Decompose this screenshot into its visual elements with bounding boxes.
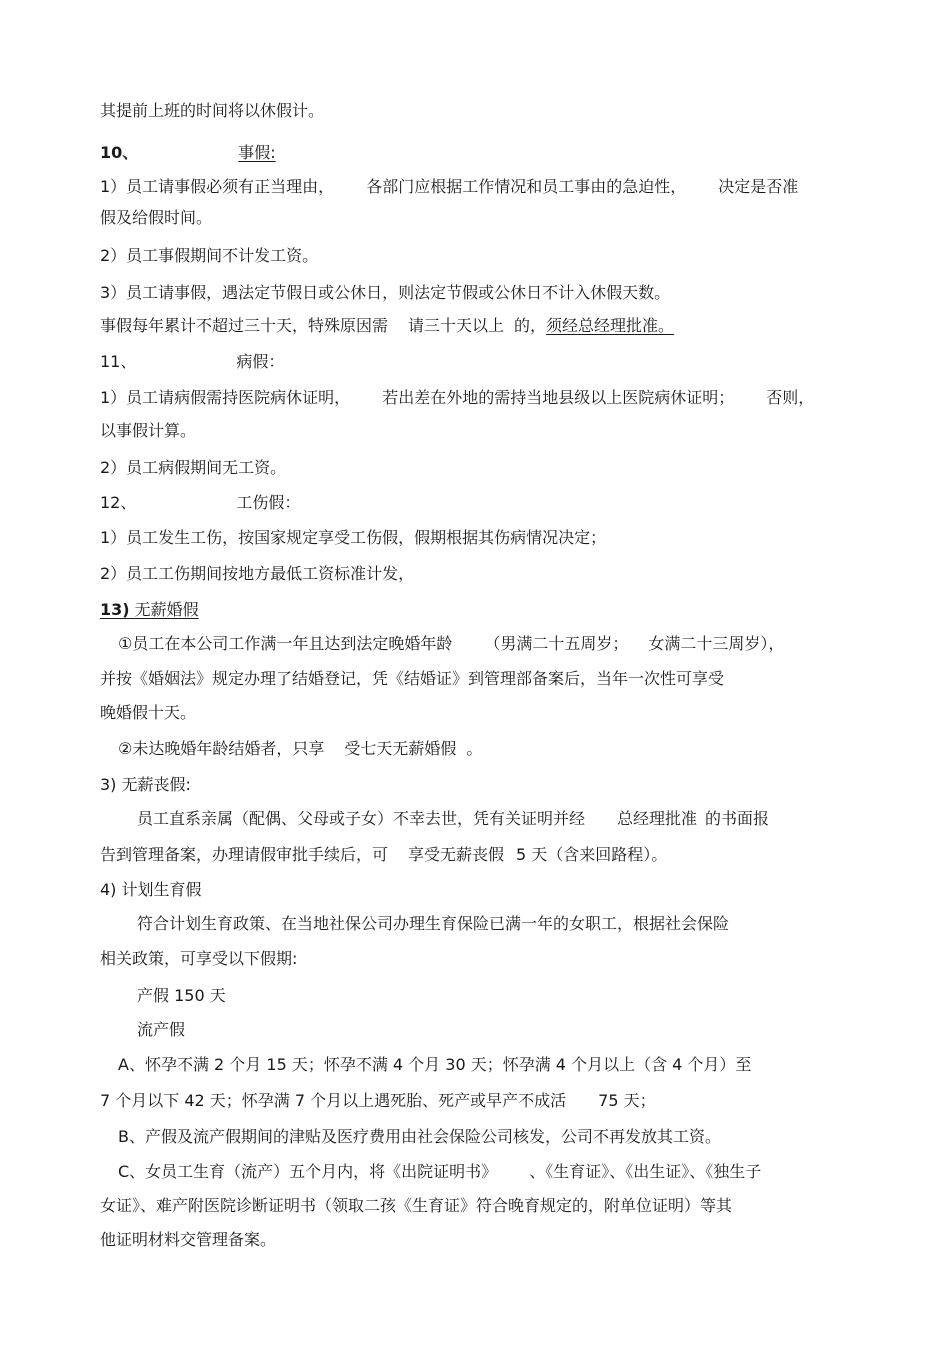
text: 7 个月以下 42 天；怀孕满 7 个月以上遇死胎、死产或早产不成活 (100, 1091, 567, 1110)
text: ②未达晚婚年龄结婚者，只享 (118, 739, 325, 758)
text: 员工直系亲属（配偶、父母或子女）不幸去世，凭有关证明并经 (137, 809, 586, 828)
text: 告到管理备案，办理请假审批手续后，可 (100, 845, 389, 864)
section-heading (100, 775, 191, 795)
text-line (100, 669, 724, 689)
text-line (100, 1196, 732, 1216)
text: 1）员工请病假需持医院病休证明， (100, 388, 351, 407)
text: 流产假 (137, 1020, 186, 1039)
section-11-heading (100, 352, 284, 372)
text: A、怀孕不满 2 个月 15 天；怀孕不满 4 个月 30 天；怀孕满 4 个月以上（含 4 个月）至 (118, 1055, 752, 1074)
text: 其提前上班的时间将以休假计。 (100, 101, 325, 120)
text: 。 (466, 739, 483, 758)
section-number: 10、 (100, 143, 139, 162)
text: 假及给假时间。 (100, 208, 213, 227)
text: 2）员工事假期间不计发工资。 (100, 246, 319, 265)
text: 请三十天以上 (408, 316, 505, 335)
text: 享受无薪丧假 (408, 845, 505, 864)
text: 受七天无薪婚假 (344, 739, 457, 758)
text: 的， (514, 316, 547, 335)
text-line (118, 1127, 721, 1147)
text: 各部门应根据工作情况和员工事由的急迫性， (366, 177, 687, 196)
text: 女证》、难产附医院诊断证明书（领取二孩《生育证》符合晚育规定的，附单位证明）等其 (100, 1196, 733, 1215)
text-line (100, 283, 670, 303)
text: 并按《婚姻法》规定办理了结婚登记，凭《结婚证》到管理部备案后，当年一次性可享受 (100, 669, 725, 688)
text: 相关政策，可享受以下假期: (100, 949, 298, 968)
section-number: 11、 (100, 352, 137, 371)
section-10-heading (100, 143, 276, 163)
text-line (100, 316, 674, 336)
text: C、女员工生育（流产）五个月内，将《出院证明书》 (118, 1162, 498, 1181)
section-heading (100, 880, 202, 900)
text: 女满二十三周岁）， (648, 634, 785, 653)
section-12-heading (100, 493, 300, 513)
text: 4) 计划生育假 (100, 880, 202, 899)
text: ①员工在本公司工作满一年且达到法定晚婚年龄 (118, 634, 453, 653)
text: 晚婚假十天。 (100, 703, 197, 722)
text-line (100, 703, 196, 723)
text-line (137, 986, 226, 1006)
text: 产假 150 天 (137, 986, 226, 1005)
text-line (100, 177, 798, 197)
text-line (100, 208, 212, 228)
text: 决定是否准 (718, 177, 799, 196)
text-line (137, 1020, 185, 1040)
text-line (100, 1091, 656, 1111)
section-title: 工伤假： (236, 493, 301, 512)
text-line (118, 1162, 761, 1182)
text-line (100, 528, 606, 548)
text-line (100, 1230, 276, 1250)
text: 3）员工请事假，遇法定节假日或公休日，则法定节假或公休日不计入休假天数。 (100, 283, 671, 302)
text: 若出差在外地的需持当地县级以上医院病休证明； (382, 388, 735, 407)
section-number: 13) (100, 600, 130, 619)
text-line (100, 421, 196, 441)
text-line (100, 388, 814, 408)
text: 1）员工发生工伤，按国家规定享受工伤假，假期根据其伤病情况决定； (100, 528, 607, 547)
text-line (137, 809, 769, 829)
text-line (118, 739, 482, 759)
text-line (100, 564, 414, 584)
section-title: 无薪婚假 (134, 600, 199, 619)
text: 他证明材料交管理备案。 (100, 1230, 277, 1249)
text: 2）员工工伤期间按地方最低工资标准计发， (100, 564, 415, 583)
text: （男满二十五周岁； (484, 634, 629, 653)
text-line (100, 845, 667, 865)
text: 符合计划生育政策、在当地社保公司办理生育保险已满一年的女职工，根据社会保险 (137, 914, 730, 933)
text-line (100, 101, 324, 121)
text: 事假每年累计不超过三十天，特殊原因需 (100, 316, 389, 335)
text: B、产假及流产假期间的津贴及医疗费用由社会保险公司核发，公司不再发放其工资。 (118, 1127, 721, 1146)
section-number: 12、 (100, 493, 137, 512)
text: 2）员工病假期间无工资。 (100, 458, 287, 477)
section-title: 事假: (238, 143, 276, 162)
text: 的书面报 (705, 809, 770, 828)
text-line (118, 1055, 751, 1075)
section-title: 病假： (236, 352, 285, 371)
text: 否则， (766, 388, 815, 407)
text-line (118, 634, 784, 654)
text: 、《生育证》、《出生证》、《独生子 (529, 1162, 762, 1181)
text: 总经理批准 (617, 809, 698, 828)
text: 须经总经理批准。 (546, 316, 675, 335)
text: 1）员工请事假必须有正当理由， (100, 177, 335, 196)
text-line (100, 949, 297, 969)
text: 5 天（含来回路程）。 (516, 845, 668, 864)
text-line (137, 914, 729, 934)
text-line (100, 246, 318, 266)
text-line (100, 458, 286, 478)
text: 以事假计算。 (100, 421, 197, 440)
section-13-heading (100, 600, 199, 620)
text: 3) 无薪丧假: (100, 775, 191, 794)
text: 75 天； (598, 1091, 656, 1110)
